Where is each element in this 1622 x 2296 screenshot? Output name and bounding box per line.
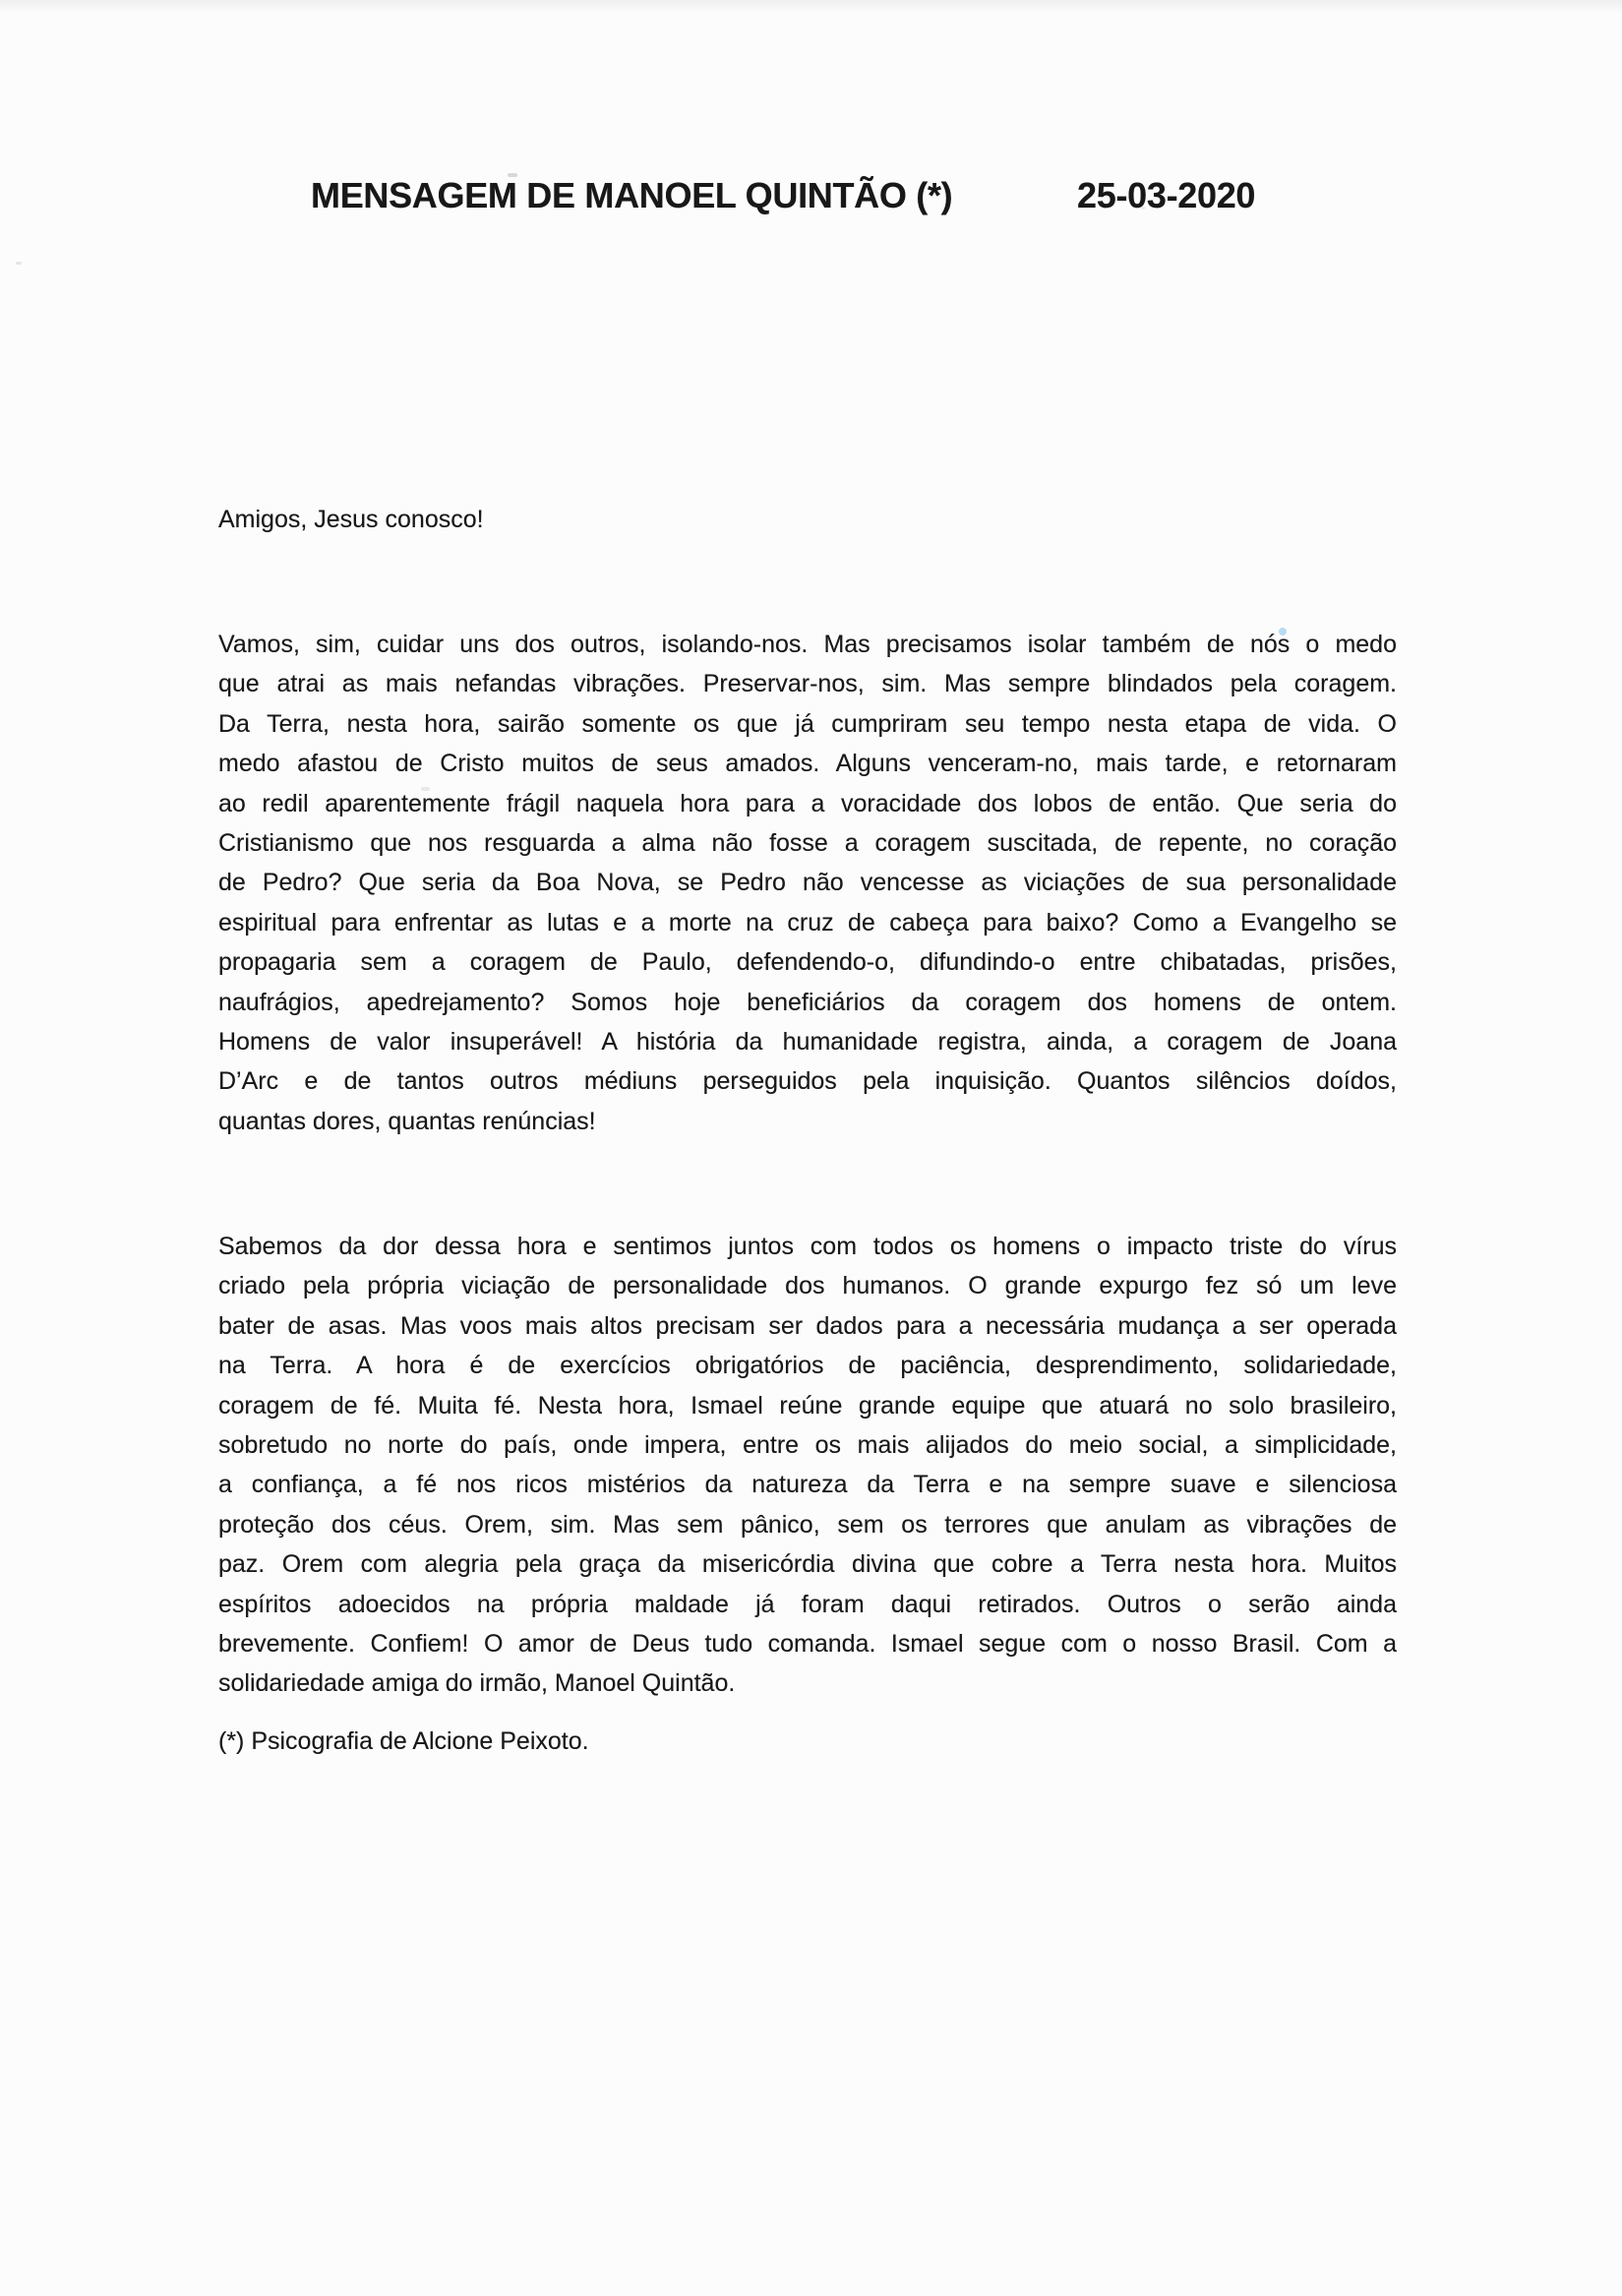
paragraph-1 — [218, 625, 1397, 1141]
text-line: ao redil aparentemente frágil naquela hora para a voracidade dos lobos de então. Que seria do — [218, 789, 1397, 817]
text-line: na Terra. A hora é de exercícios obrigatórios de paciência, desprendimento, solidariedade, — [218, 1352, 1397, 1380]
text-line: Cristianismo que nos resguarda a alma não fosse a coragem suscitada, de repente, no coração — [218, 828, 1397, 857]
text-line: brevemente. Confiem! O amor de Deus tudo comanda. Ismael segue com o nosso Brasil. Com a — [218, 1629, 1397, 1658]
text-line: solidariedade amiga do irmão, Manoel Quintão. — [218, 1669, 736, 1698]
scan-noise-band — [0, 0, 1622, 14]
text-line: D’Arc e de tantos outros médiuns perseguidos pela inquisição. Quantos silêncios doídos, — [218, 1067, 1397, 1096]
footnote: (*) Psicografia de Alcione Peixoto. — [218, 1727, 589, 1755]
text-line: coragem de fé. Muita fé. Nesta hora, Ismael reúne grande equipe que atuará no solo brasileiro, — [218, 1391, 1397, 1420]
text-line: propagaria sem a coragem de Paulo, defendendo-o, difundindo-o entre chibatadas, prisões, — [218, 948, 1397, 977]
salutation: Amigos, Jesus conosco! — [218, 506, 484, 533]
text-line: de Pedro? Que seria da Boa Nova, se Pedro não vencesse as viciações de sua personalidade — [218, 869, 1397, 897]
text-line: bater de asas. Mas voos mais altos precisam ser dados para a necessária mudança a ser operada — [218, 1311, 1397, 1340]
text-line: Homens de valor insuperável! A história da humanidade registra, ainda, a coragem de Joana — [218, 1027, 1397, 1056]
text-line: que atrai as mais nefandas vibrações. Preservar-nos, sim. Mas sempre blindados pela coragem. — [218, 670, 1397, 698]
text-line: criado pela própria viciação de personalidade dos humanos. O grande expurgo fez só um leve — [218, 1272, 1397, 1300]
text-line: espíritos adoecidos na própria maldade já foram daqui retirados. Outros o serão ainda — [218, 1590, 1397, 1618]
text-line: proteção dos céus. Orem, sim. Mas sem pânico, sem os terrores que anulam as vibrações de — [218, 1510, 1397, 1539]
text-line: Da Terra, nesta hora, sairão somente os que já cumpriram seu tempo nesta etapa de vida. O — [218, 709, 1397, 738]
text-line: espiritual para enfrentar as lutas e a morte na cruz de cabeça para baixo? Como a Evangelho se — [218, 908, 1397, 937]
text-line: Sabemos da dor dessa hora e sentimos juntos com todos os homens o impacto triste do vírus — [218, 1233, 1397, 1260]
text-line: quantas dores, quantas renúncias! — [218, 1107, 596, 1135]
text-line: Vamos, sim, cuidar uns dos outros, isolando-nos. Mas precisamos isolar também de nós o medo — [218, 631, 1397, 658]
scan-artifact — [16, 262, 22, 265]
paragraph-2 — [218, 1227, 1397, 1704]
text-line: medo afastou de Cristo muitos de seus amados. Alguns venceram-no, mais tarde, e retornaram — [218, 750, 1397, 778]
document-title: MENSAGEM DE MANOEL QUINTÃO (*) — [311, 175, 953, 215]
document-header — [0, 174, 1622, 223]
text-line: paz. Orem com alegria pela graça da misericórdia divina que cobre a Terra nesta hora. Muitos — [218, 1550, 1397, 1579]
text-line: a confiança, a fé nos ricos mistérios da natureza da Terra e na sempre suave e silenciosa — [218, 1471, 1397, 1499]
text-line: naufrágios, apedrejamento? Somos hoje beneficiários da coragem dos homens de ontem. — [218, 988, 1397, 1016]
text-line: sobretudo no norte do país, onde impera, entre os mais alijados do meio social, a simplicidade, — [218, 1430, 1397, 1459]
document-date: 25-03-2020 — [1077, 175, 1256, 215]
